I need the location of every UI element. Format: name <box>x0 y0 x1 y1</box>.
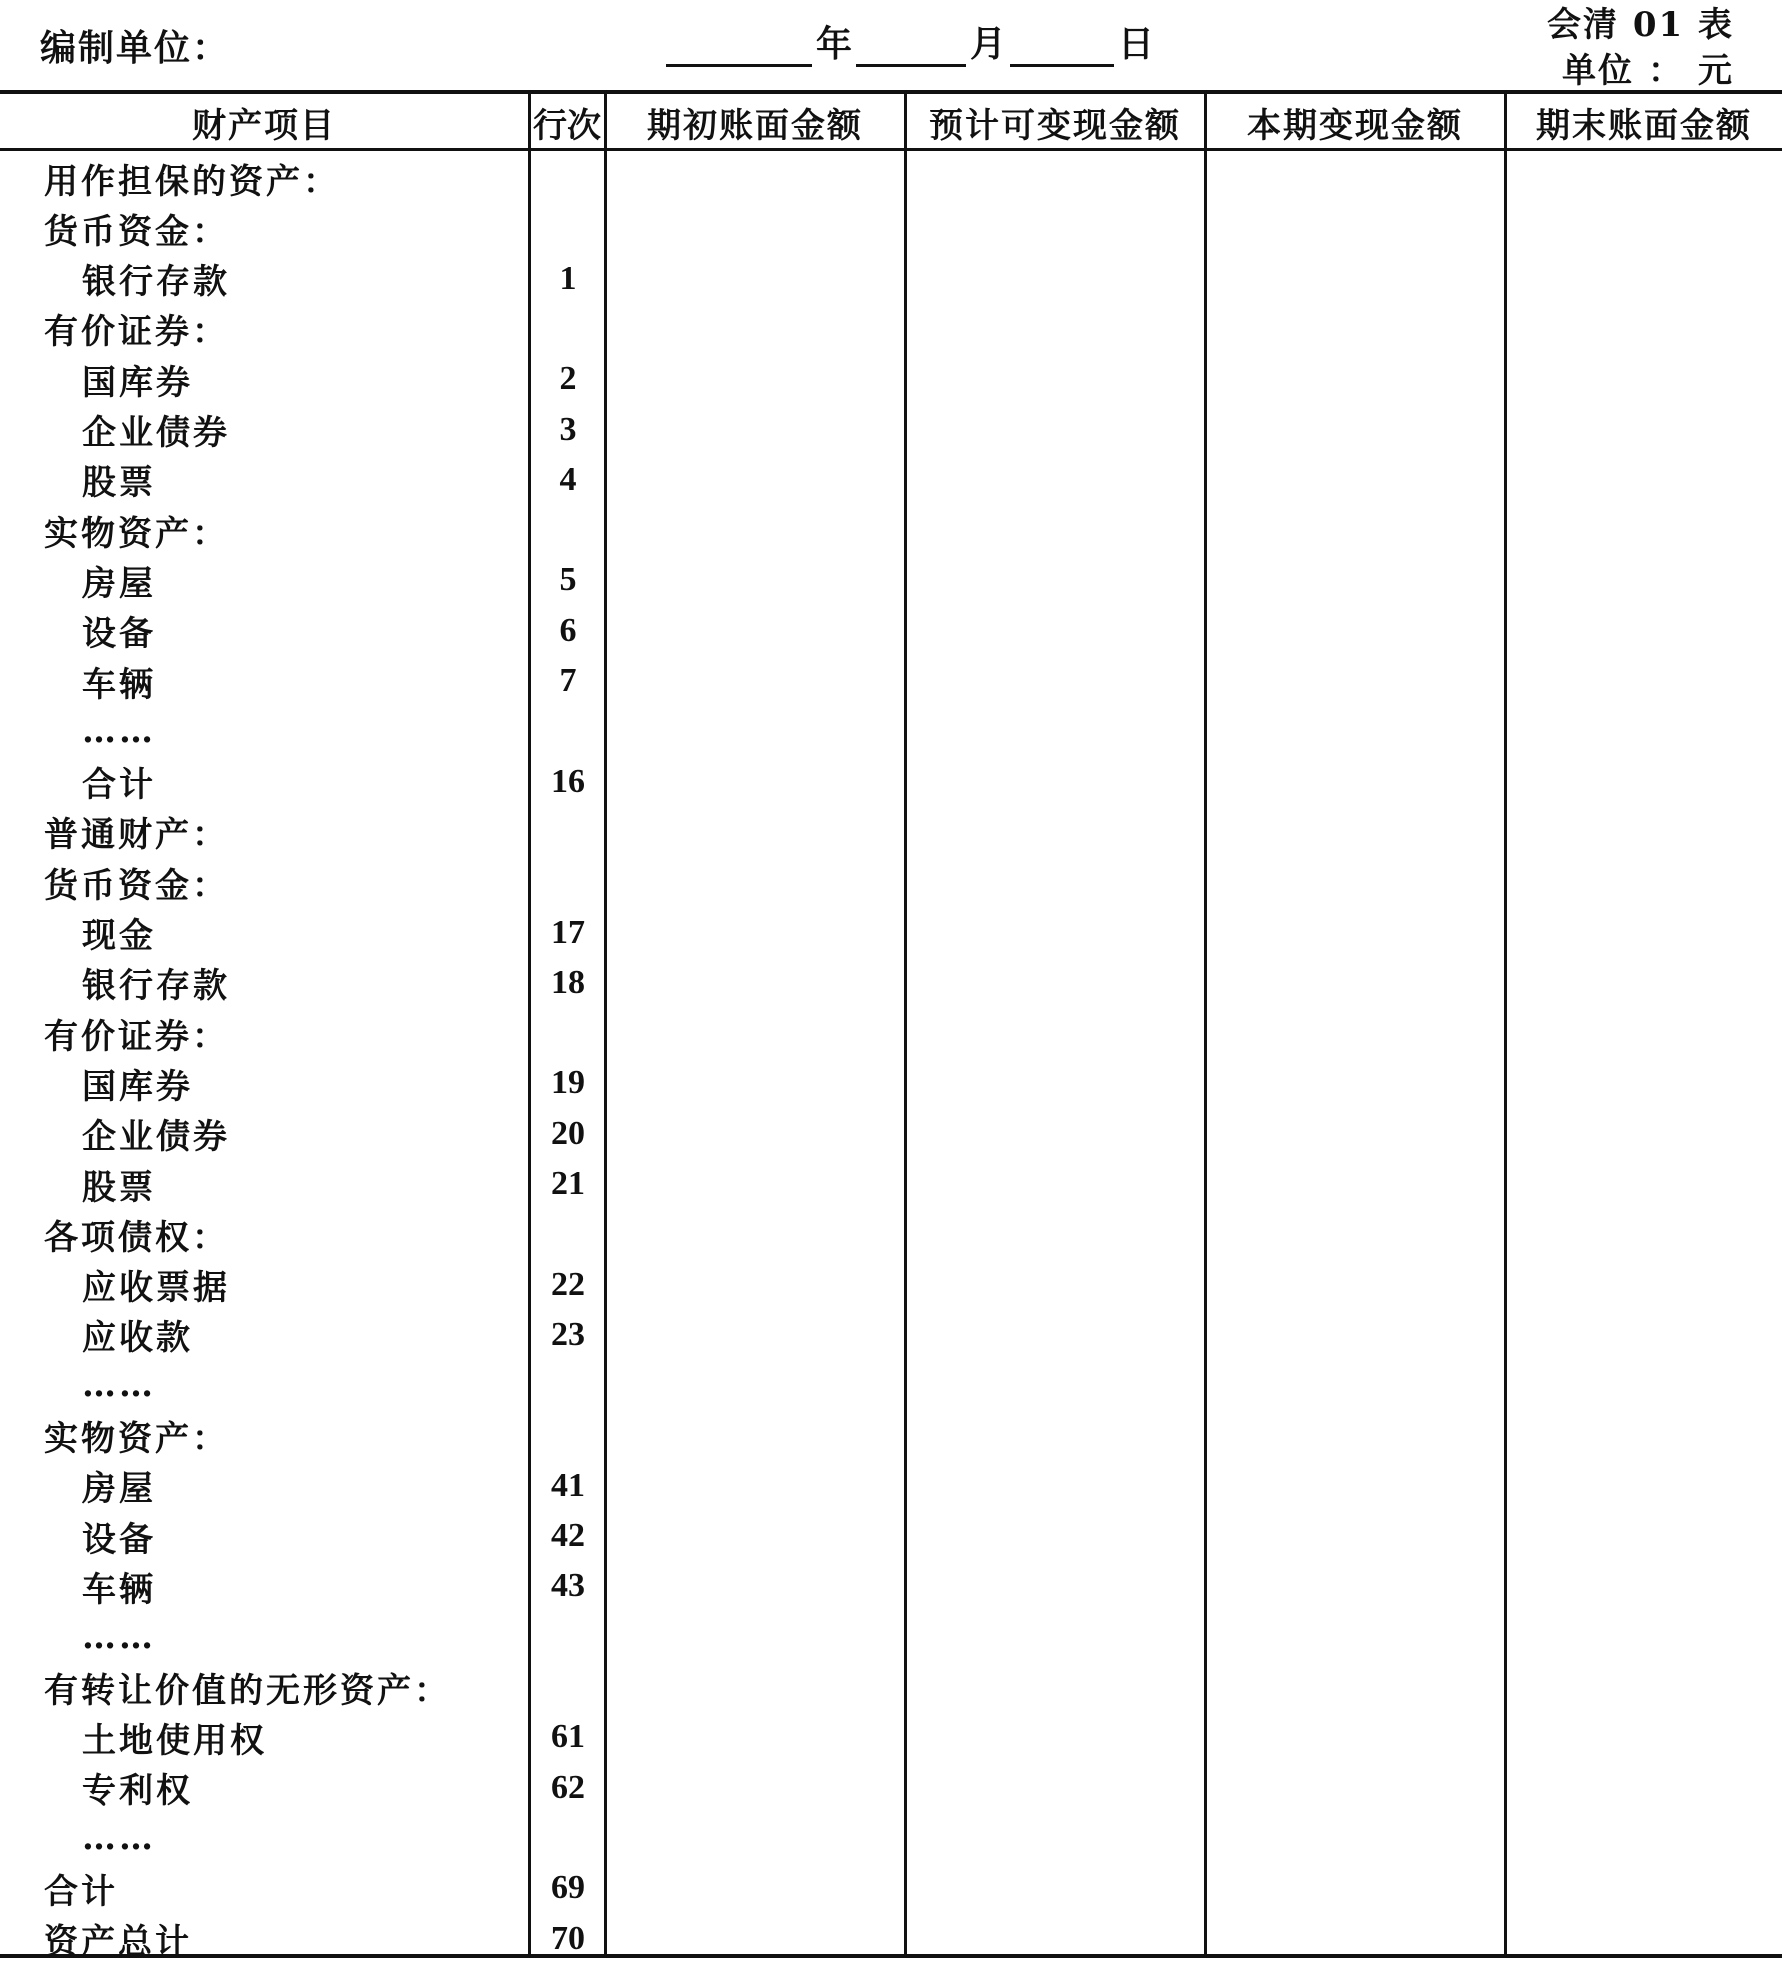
row-line-number: 6 <box>559 611 577 649</box>
table-row <box>0 1662 1782 1712</box>
row-line-number: 42 <box>551 1517 585 1555</box>
row-label: 货币资金： <box>44 211 229 252</box>
row-label: 银行存款 <box>82 966 230 1007</box>
row-line-number: 7 <box>559 662 577 699</box>
table-row <box>0 304 1782 354</box>
row-label: 企业债券 <box>82 413 230 453</box>
table-row <box>0 908 1782 958</box>
row-label: 设备 <box>82 614 156 655</box>
row-label: 有价证券： <box>44 312 229 353</box>
row-label: 合计 <box>44 1871 118 1912</box>
month-blank[interactable] <box>856 20 966 67</box>
table-header-rule <box>0 148 1782 151</box>
year-label: 年 <box>816 23 853 65</box>
table-top-rule <box>0 90 1782 94</box>
table-row <box>0 254 1782 304</box>
row-label: 土地使用权 <box>82 1720 267 1761</box>
row-line-number: 19 <box>551 1064 585 1102</box>
table-row <box>0 656 1782 706</box>
row-label: 应收款 <box>82 1318 193 1359</box>
row-label: 专利权 <box>82 1771 193 1812</box>
row-line-number: 23 <box>551 1315 585 1353</box>
table-row <box>0 1914 1782 1964</box>
row-line-number: 21 <box>551 1165 585 1202</box>
form-code: 会清 01 表 <box>1547 5 1734 45</box>
row-label: 货币资金： <box>44 865 229 906</box>
table-row <box>0 1561 1782 1611</box>
column-header-line: 行次 <box>533 105 601 146</box>
table-row <box>0 1863 1782 1913</box>
row-label: 国库券 <box>82 1066 193 1107</box>
table-row <box>0 505 1782 555</box>
row-label: 企业债券 <box>82 1117 230 1158</box>
table-row <box>0 1260 1782 1310</box>
row-line-number: 3 <box>559 410 577 448</box>
row-label: 国库券 <box>82 362 193 403</box>
table-row <box>0 1813 1782 1863</box>
column-header-opening: 期初账面金额 <box>647 105 863 146</box>
row-label: 车辆 <box>82 1569 156 1610</box>
header-org-label: 编制单位： <box>40 27 231 69</box>
row-label: 资产总计 <box>44 1922 192 1962</box>
row-label: 股票 <box>82 463 156 504</box>
table-row <box>0 1159 1782 1209</box>
unit-label: 单位 <box>1562 51 1634 91</box>
table-row <box>0 706 1782 756</box>
row-line-number: 18 <box>551 963 585 1001</box>
table-row <box>0 1511 1782 1561</box>
table-row <box>0 555 1782 605</box>
table-row <box>0 1209 1782 1259</box>
table-row <box>0 1360 1782 1410</box>
row-label: 用作担保的资产： <box>44 161 340 202</box>
row-label: 有转让价值的无形资产： <box>44 1670 451 1711</box>
row-line-number: 20 <box>551 1114 585 1152</box>
row-line-number: 70 <box>551 1919 585 1957</box>
row-line-number: 5 <box>559 561 577 599</box>
row-label: 设备 <box>82 1519 156 1560</box>
table-row <box>0 1411 1782 1461</box>
table-row <box>0 807 1782 857</box>
unit-line <box>1547 48 1734 94</box>
year-blank[interactable] <box>666 20 812 67</box>
table-row <box>0 354 1782 404</box>
header-right <box>1547 2 1734 94</box>
table-row <box>0 1612 1782 1662</box>
row-label: 股票 <box>82 1167 156 1208</box>
month-label: 月 <box>970 23 1007 65</box>
row-label: …… <box>82 711 156 752</box>
table-row <box>0 1763 1782 1813</box>
table-row <box>0 1310 1782 1360</box>
row-line-number: 61 <box>551 1718 585 1756</box>
table-row <box>0 203 1782 253</box>
row-line-number: 22 <box>551 1265 585 1303</box>
row-line-number: 69 <box>551 1869 585 1907</box>
row-line-number: 41 <box>551 1466 585 1504</box>
row-label: 现金 <box>82 916 156 956</box>
row-line-number: 16 <box>551 762 585 800</box>
row-label: 有价证券： <box>44 1016 229 1057</box>
column-header-closing: 期末账面金额 <box>1536 105 1752 146</box>
column-header-item: 财产项目 <box>192 105 336 146</box>
row-line-number: 43 <box>551 1567 585 1605</box>
table-row <box>0 455 1782 505</box>
table-row <box>0 857 1782 907</box>
header-date <box>662 16 1154 67</box>
row-label: 应收票据 <box>82 1268 230 1309</box>
row-label: 实物资产： <box>44 1419 229 1459</box>
table-row <box>0 153 1782 203</box>
row-label: 普通财产： <box>44 815 229 856</box>
table-row <box>0 1008 1782 1058</box>
table-row <box>0 405 1782 455</box>
row-label: …… <box>82 1616 156 1657</box>
row-line-number: 62 <box>551 1768 585 1806</box>
unit-colon: ： <box>1648 51 1684 91</box>
row-line-number: 17 <box>551 913 585 951</box>
row-line-number: 1 <box>559 259 577 297</box>
table-row <box>0 1461 1782 1511</box>
row-label: …… <box>82 1817 156 1858</box>
row-line-number: 4 <box>559 460 577 498</box>
table-row <box>0 1058 1782 1108</box>
table-row <box>0 1712 1782 1762</box>
table-row <box>0 958 1782 1008</box>
column-header-realized: 本期变现金额 <box>1247 105 1463 146</box>
table-row <box>0 1109 1782 1159</box>
row-label: 各项债权： <box>44 1217 229 1258</box>
row-label: 合计 <box>82 765 156 806</box>
row-line-number: 2 <box>559 360 577 398</box>
row-label: …… <box>82 1365 156 1406</box>
row-label: 银行存款 <box>82 262 230 303</box>
day-label: 日 <box>1118 23 1155 65</box>
row-label: 车辆 <box>82 664 156 705</box>
table-row <box>0 757 1782 807</box>
unit-value: 元 <box>1698 51 1734 91</box>
row-label: 房屋 <box>82 563 156 604</box>
table-row <box>0 606 1782 656</box>
row-label: 实物资产： <box>44 513 229 554</box>
day-blank[interactable] <box>1010 20 1114 67</box>
column-header-realizable: 预计可变现金额 <box>929 105 1181 146</box>
row-label: 房屋 <box>82 1469 156 1510</box>
